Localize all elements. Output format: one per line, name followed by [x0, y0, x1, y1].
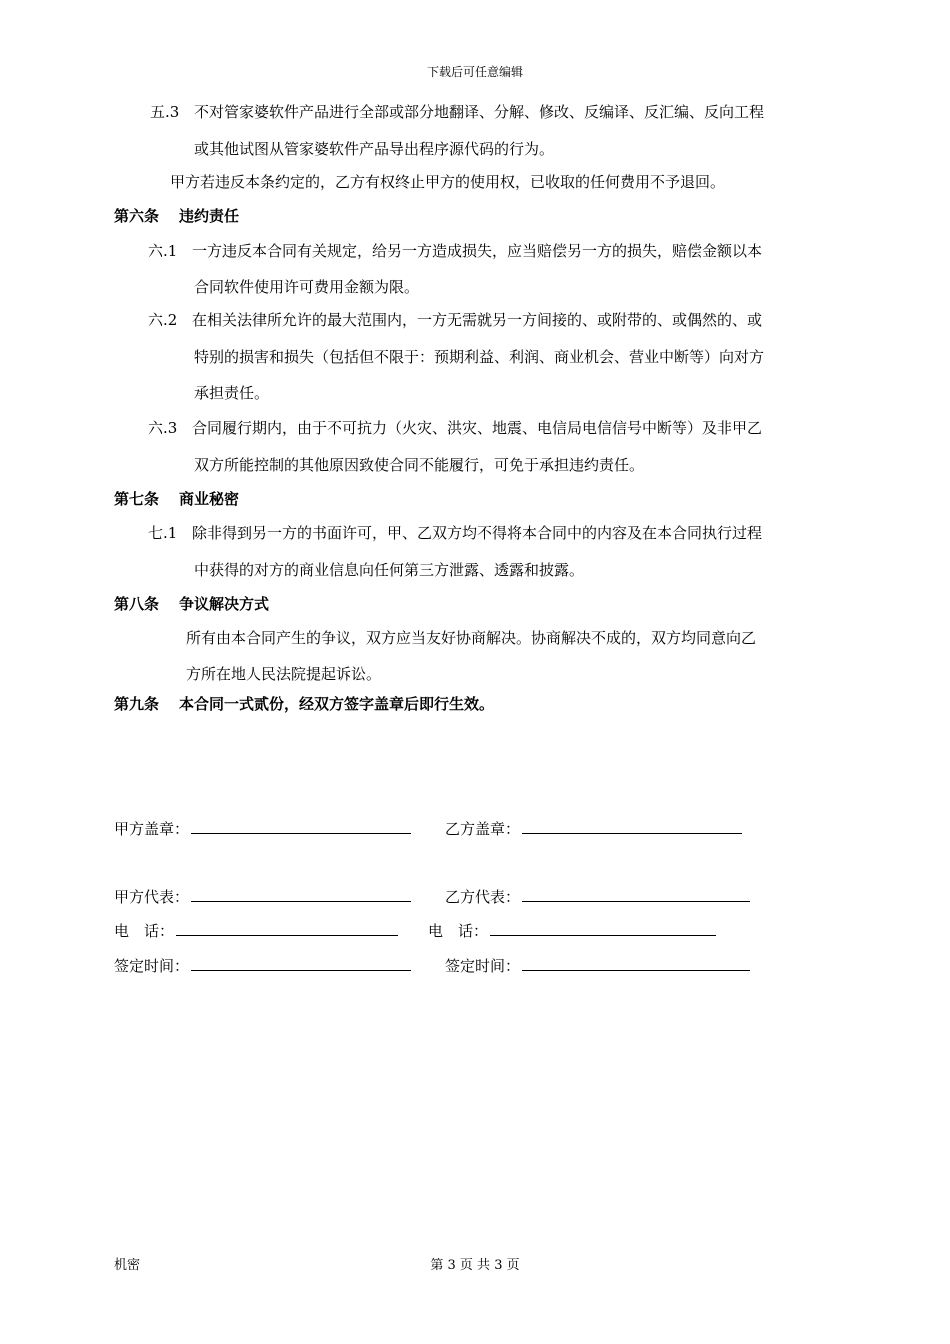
section-7-heading: [114, 492, 239, 507]
section-label: 第九条: [114, 695, 160, 713]
footer-page-number: 第 3 页 共 3 页: [430, 1258, 520, 1273]
clause-text: 在相关法律所允许的最大范围内，一方无需就另一方间接的、或附带的、或偶然的、或: [192, 311, 763, 329]
party-b-phone-line[interactable]: [490, 921, 716, 936]
clause-6-2-cont1: 特别的损害和损失（包括但不限于：预期利益、利润、商业机会、营业中断等）向对方: [194, 348, 765, 366]
clause-number: 六.3: [148, 419, 178, 437]
section-title: 违约责任: [179, 207, 240, 225]
party-a-rep-label: 甲方代表：: [114, 888, 190, 906]
clause-6-1-cont: 合同软件使用许可费用金额为限。: [194, 278, 420, 296]
section-5-note: 甲方若违反本条约定的，乙方有权终止甲方的使用权，已收取的任何费用不予退回。: [170, 173, 726, 191]
section-8-heading: [114, 597, 269, 612]
clause-6-2-cont2: 承担责任。: [194, 384, 270, 402]
party-a-rep-line[interactable]: [191, 887, 411, 902]
section-title: 争议解决方式: [179, 595, 270, 613]
section-8-text: 所有由本合同产生的争议，双方应当友好协商解决。协商解决不成的，双方均同意向乙: [186, 629, 757, 647]
section-6-heading: [114, 209, 239, 224]
party-a-date: [114, 956, 411, 974]
clause-6-3-cont: 双方所能控制的其他原因致使合同不能履行，可免于承担违约责任。: [194, 456, 645, 474]
party-a-seal-line[interactable]: [191, 819, 411, 834]
clause-text: 除非得到另一方的书面许可，甲、乙双方均不得将本合同中的内容及在本合同执行过程: [192, 524, 763, 542]
party-b-date-label: 签定时间：: [445, 957, 521, 975]
party-a-phone-line[interactable]: [176, 921, 398, 936]
clause-7-1-cont: 中获得的对方的商业信息向任何第三方泄露、透露和披露。: [194, 561, 585, 579]
clause-6-1: [148, 244, 762, 259]
clause-number: 六.1: [148, 242, 178, 260]
clause-text: 一方违反本合同有关规定，给另一方造成损失，应当赔偿另一方的损失，赔偿金额以本: [192, 242, 763, 260]
clause-number: 七.1: [148, 524, 178, 542]
page-header: 下载后可任意编辑: [426, 65, 523, 79]
clause-5-3-cont: 或其他试图从管家婆软件产品导出程序源代码的行为。: [194, 140, 555, 158]
party-b-rep: [445, 887, 750, 905]
party-a-phone-label: 电 话：: [114, 922, 175, 940]
section-label: 第六条: [114, 207, 160, 225]
party-b-phone: [428, 921, 716, 939]
party-b-seal-label: 乙方盖章：: [445, 820, 521, 838]
party-a-date-line[interactable]: [191, 956, 411, 971]
section-label: 第七条: [114, 490, 160, 508]
section-title: 本合同一式贰份，经双方签字盖章后即行生效。: [179, 695, 495, 713]
party-b-seal-line[interactable]: [522, 819, 742, 834]
party-a-rep: [114, 887, 411, 905]
clause-6-2: [148, 313, 762, 328]
clause-6-3: [148, 421, 762, 436]
party-a-phone: [114, 921, 398, 939]
section-8-text-cont: 方所在地人民法院提起诉讼。: [186, 665, 382, 683]
party-a-seal: [114, 819, 411, 837]
party-a-date-label: 签定时间：: [114, 957, 190, 975]
footer-confidential: 机密: [114, 1258, 141, 1273]
clause-7-1: [148, 526, 762, 541]
section-title: 商业秘密: [179, 490, 240, 508]
party-b-seal: [445, 819, 742, 837]
party-b-date: [445, 956, 750, 974]
section-9-heading: [114, 697, 494, 712]
clause-5-3: [150, 105, 764, 120]
party-a-seal-label: 甲方盖章：: [114, 820, 190, 838]
clause-text: 合同履行期内，由于不可抗力（火灾、洪灾、地震、电信局电信信号中断等）及非甲乙: [192, 419, 763, 437]
clause-number: 六.2: [148, 311, 178, 329]
clause-number: 五.3: [150, 103, 180, 121]
clause-text: 不对管家婆软件产品进行全部或部分地翻译、分解、修改、反编译、反汇编、反向工程: [194, 103, 765, 121]
party-b-rep-label: 乙方代表：: [445, 888, 521, 906]
party-b-phone-label: 电 话：: [428, 922, 489, 940]
party-b-rep-line[interactable]: [522, 887, 750, 902]
party-b-date-line[interactable]: [522, 956, 750, 971]
section-label: 第八条: [114, 595, 160, 613]
